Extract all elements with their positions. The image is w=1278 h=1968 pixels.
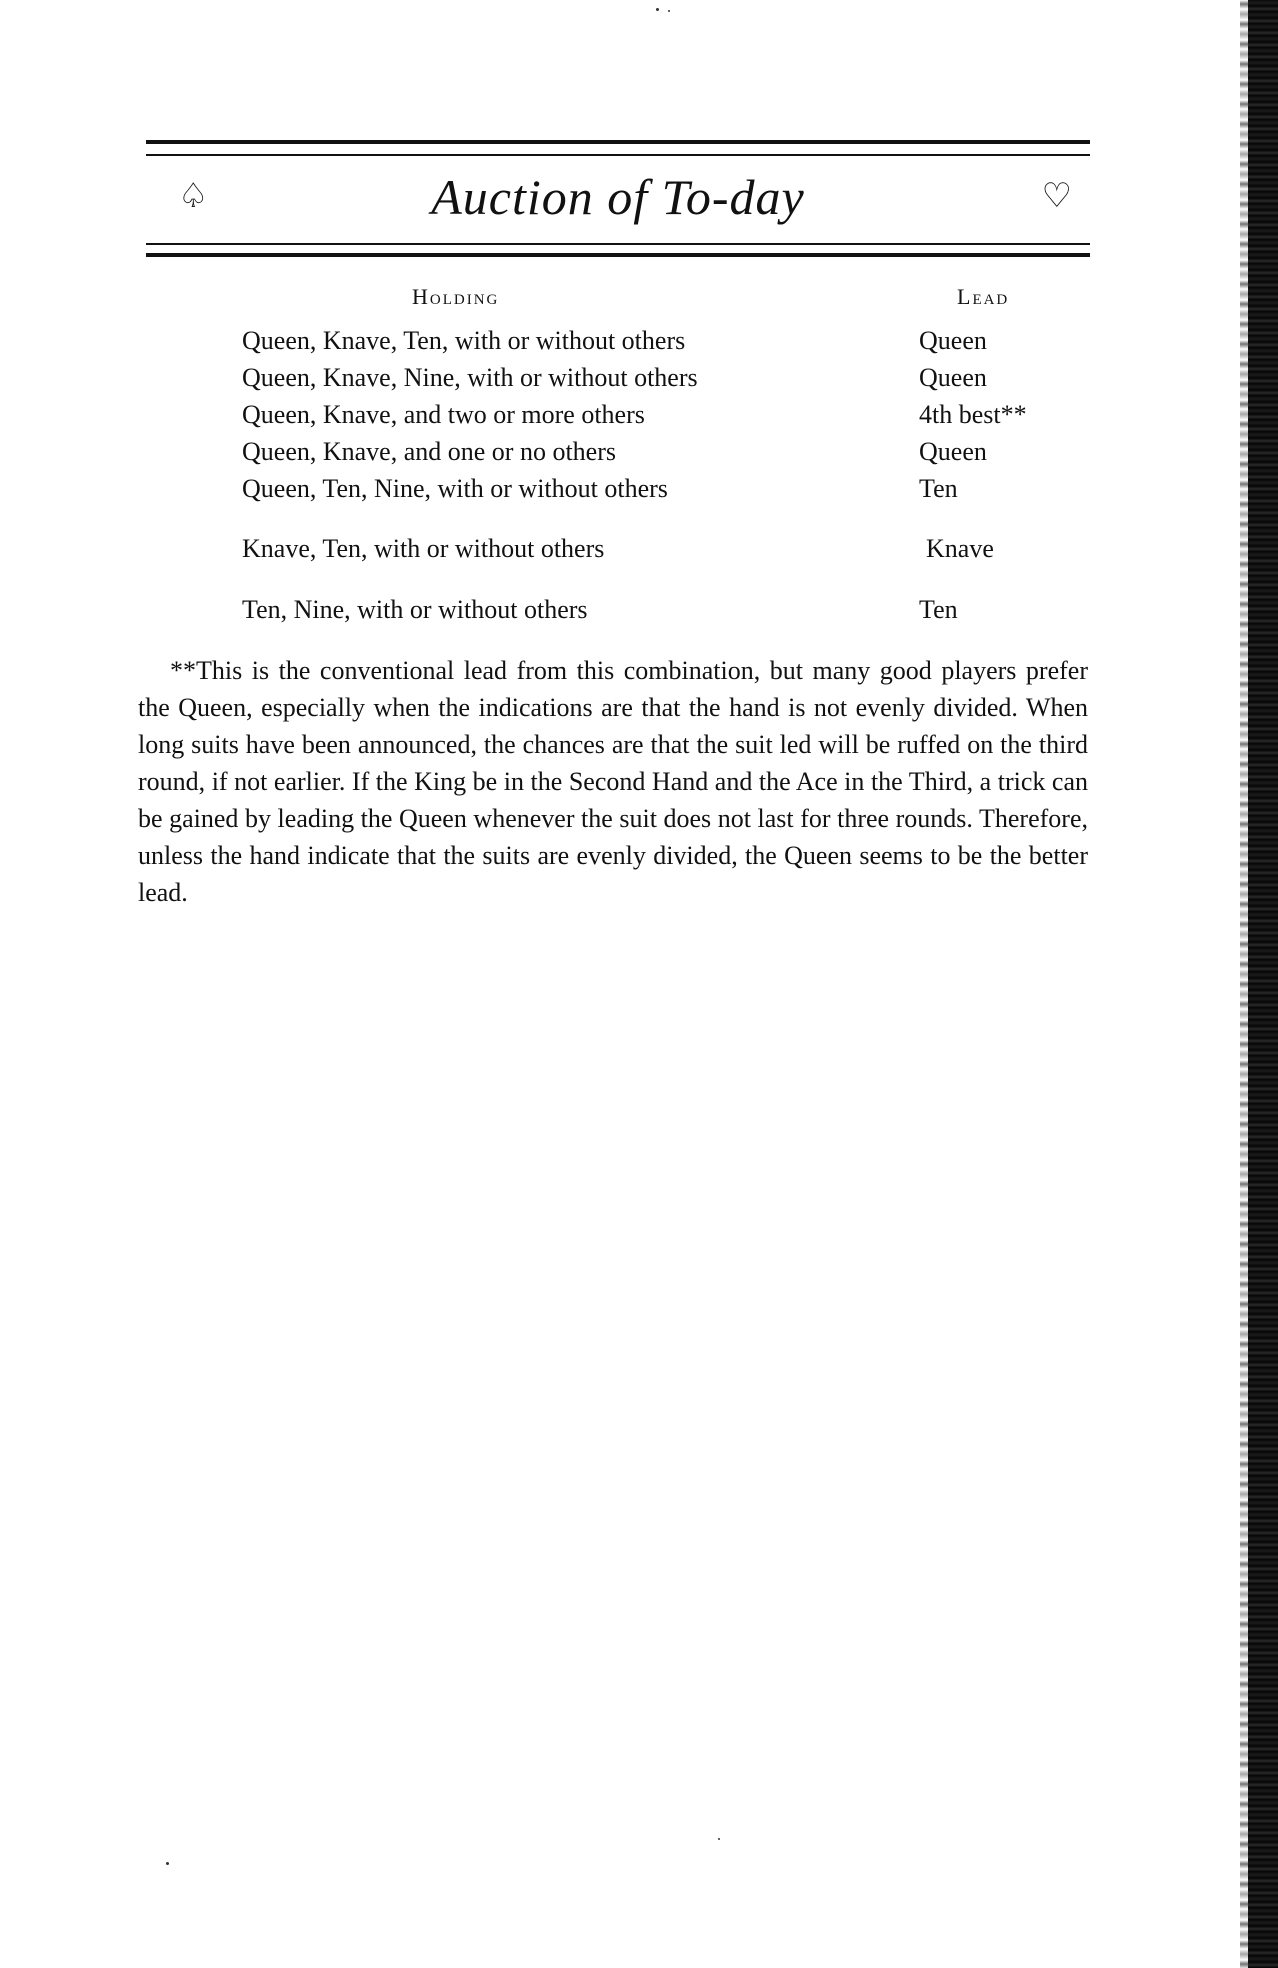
holding-cell: Ten, Nine, with or without others [242, 595, 588, 624]
lead-column-header: Lead [957, 284, 1010, 309]
running-header [146, 165, 1090, 237]
table-row [0, 397, 1278, 433]
lead-cell: Ten [919, 595, 958, 624]
lead-cell: Queen [919, 363, 987, 392]
holding-cell: Knave, Ten, with or without others [242, 534, 605, 563]
table-row [0, 471, 1278, 507]
lead-cell: Ten [919, 474, 958, 503]
header-rule-top-thin [146, 154, 1090, 156]
scan-speck [166, 1862, 169, 1865]
header-rule-bottom-thick [146, 253, 1090, 257]
scan-dark-edge [1248, 0, 1278, 1968]
scan-speck [656, 8, 659, 11]
scan-speck [668, 10, 670, 12]
table-row [0, 434, 1278, 470]
spade-icon: ♤ [178, 178, 209, 215]
holding-cell: Queen, Knave, and two or more others [242, 400, 645, 429]
table-row [0, 360, 1278, 396]
lead-cell: Queen [919, 437, 987, 466]
header-rule-bottom-thin [146, 243, 1090, 245]
table-row [0, 531, 1278, 567]
holding-cell: Queen, Knave, Nine, with or without others [242, 363, 698, 392]
lead-cell: 4th best** [919, 400, 1027, 429]
lead-cell: Knave [926, 534, 994, 563]
holding-cell: Queen, Ten, Nine, with or without others [242, 474, 668, 503]
holding-cell: Queen, Knave, and one or no others [242, 437, 616, 466]
table-row [0, 323, 1278, 359]
heart-icon: ♡ [1041, 178, 1072, 215]
lead-cell: Queen [919, 326, 987, 355]
table-row [0, 592, 1278, 628]
footnote-paragraph: **This is the conventional lead from this combination, but many good players prefer the Queen, especially when the indications are that the hand is not evenly divided. When long suits have been announced, the chances are that the suit led will be ruffed on the third round, if not earlier. If the King be in the Second Hand and the Ace in the Third, a trick can be gained by leading the Queen whenever the suit does not last for three rounds. Therefore, unless the hand indicate that the suits are evenly divided, the Queen seems to be the better lead. [138, 656, 1088, 907]
page-title: Auction of To-day [431, 169, 805, 225]
header-rule-top-thick [146, 140, 1090, 144]
holding-column-header: Holding [412, 284, 500, 309]
scan-speck [718, 1838, 720, 1840]
holding-cell: Queen, Knave, Ten, with or without others [242, 326, 686, 355]
